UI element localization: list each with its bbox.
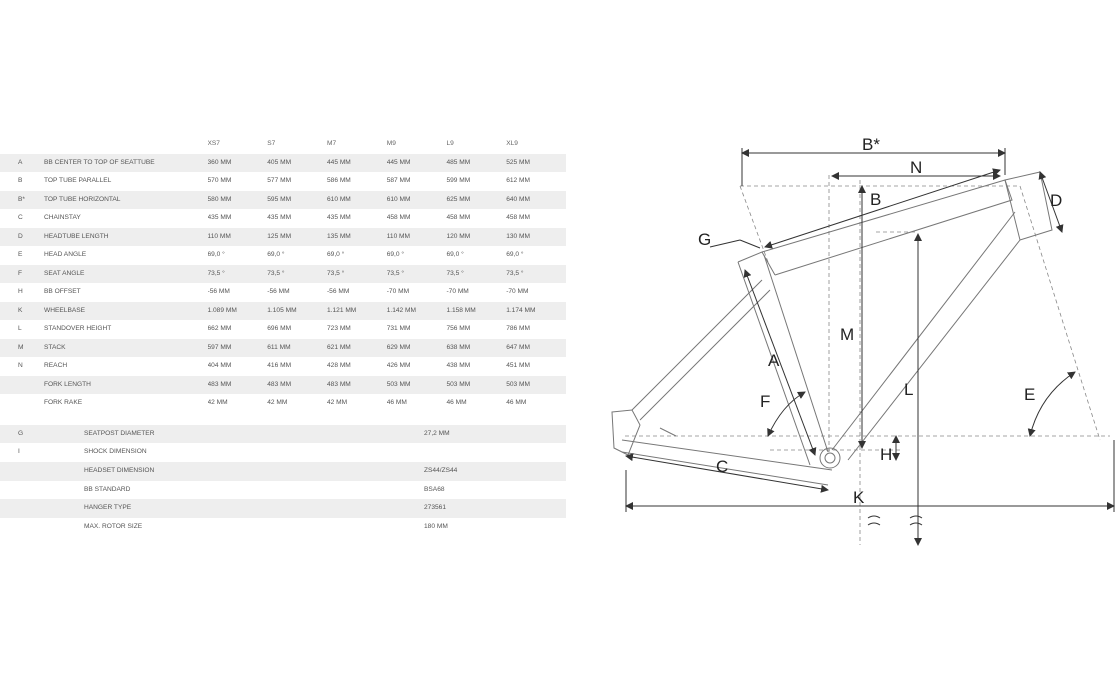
measure-value: 110 MM <box>208 228 268 247</box>
spec-name: SHOCK DIMENSION <box>84 448 147 456</box>
geometry-row <box>0 283 566 302</box>
size-header: XS7 <box>208 135 268 154</box>
geometry-table <box>0 135 566 425</box>
measure-value: 458 MM <box>446 214 471 221</box>
measure-value: -70 MM <box>446 288 469 295</box>
top-tube <box>762 180 1012 275</box>
measure-value: 73,5 ° <box>387 265 447 284</box>
spec-code: I <box>18 448 20 456</box>
measure-name: BB CENTER TO TOP OF SEATTUBE <box>44 154 208 173</box>
measure-value: 577 MM <box>267 177 292 184</box>
measure-value: 586 MM <box>326 177 351 184</box>
measure-value: 612 MM <box>506 177 531 184</box>
spec-code <box>0 462 84 481</box>
spec-row <box>0 443 566 462</box>
measure-value: 42 MM <box>267 399 288 406</box>
measure-value: 621 MM <box>327 339 387 358</box>
header-code <box>0 135 44 154</box>
measure-value: 503 MM <box>506 376 566 395</box>
measure-value: 595 MM <box>267 191 327 210</box>
measure-value: 360 MM <box>208 154 268 173</box>
measure-value: 426 MM <box>386 362 411 369</box>
measure-value: 445 MM <box>327 154 387 173</box>
spec-code: G <box>0 425 84 444</box>
measure-value: 587 MM <box>386 177 411 184</box>
measure-name: STANDOVER HEIGHT <box>44 325 112 332</box>
measure-value: 110 MM <box>387 228 447 247</box>
geometry-row <box>0 154 566 173</box>
measure-value: 120 MM <box>446 228 506 247</box>
spec-row <box>0 481 566 500</box>
measure-value: 42 MM <box>207 399 228 406</box>
head-tube <box>1005 172 1052 240</box>
measure-code: K <box>0 302 44 321</box>
measure-value: 483 MM <box>267 376 327 395</box>
label-l: L <box>904 380 914 399</box>
measure-value: 1.174 MM <box>506 302 566 321</box>
measure-value: 416 MM <box>267 362 292 369</box>
header-name <box>44 135 208 154</box>
dim-a <box>745 270 815 455</box>
measure-value: 485 MM <box>446 154 506 173</box>
measure-code: H <box>18 288 23 295</box>
measure-value: 1.158 MM <box>446 302 506 321</box>
measure-value: 130 MM <box>506 228 566 247</box>
measure-name: SEAT ANGLE <box>44 265 208 284</box>
measure-name: TOP TUBE PARALLEL <box>44 177 112 184</box>
label-e: E <box>1024 385 1036 404</box>
measure-value: 483 MM <box>208 376 268 395</box>
measure-value: 73,5 ° <box>208 265 268 284</box>
measure-value: 73,5 ° <box>327 265 387 284</box>
measure-code: F <box>0 265 44 284</box>
measure-value: 405 MM <box>267 154 327 173</box>
measure-name: FORK RAKE <box>44 399 83 406</box>
measure-value: 435 MM <box>267 214 292 221</box>
measure-code: M <box>0 339 44 358</box>
measure-value: 451 MM <box>506 362 531 369</box>
measure-value: 46 MM <box>446 399 467 406</box>
measure-value: 42 MM <box>326 399 348 406</box>
spec-name: SEATPOST DIAMETER <box>84 425 424 444</box>
geometry-panel <box>0 135 566 550</box>
spec-value: BSA68 <box>424 485 445 493</box>
measure-value: 69,0 ° <box>446 251 464 258</box>
measure-value: 73,5 ° <box>267 265 327 284</box>
spec-code <box>0 481 84 500</box>
geometry-row <box>0 320 566 339</box>
label-n: N <box>910 158 923 177</box>
measure-name: STACK <box>44 339 208 358</box>
geometry-row <box>0 265 566 284</box>
measure-value: 1.105 MM <box>267 302 327 321</box>
size-header: L9 <box>446 135 506 154</box>
measure-value: 625 MM <box>446 191 506 210</box>
measure-code <box>0 376 44 395</box>
seat-stay <box>632 280 770 420</box>
spec-name: MAX. ROTOR SIZE <box>84 523 143 531</box>
dim-b <box>765 170 1000 247</box>
geometry-row <box>0 376 566 395</box>
label-f: F <box>760 392 771 411</box>
measure-value: 404 MM <box>207 362 232 369</box>
geometry-row <box>0 228 566 247</box>
measure-name: TOP TUBE HORIZONTAL <box>44 191 208 210</box>
measure-value: 445 MM <box>387 154 447 173</box>
label-a: A <box>768 351 780 370</box>
bottom-bracket <box>820 448 840 468</box>
size-header: XL9 <box>506 135 566 154</box>
arc-e <box>1030 372 1075 436</box>
measure-code: B* <box>0 191 44 210</box>
measure-value: 503 MM <box>446 376 506 395</box>
measure-name: HEAD ANGLE <box>44 251 87 258</box>
measure-value: 1.121 MM <box>327 302 387 321</box>
bike-frame <box>612 172 1052 485</box>
label-c: C <box>716 457 729 476</box>
spec-row <box>0 518 566 537</box>
spec-code <box>0 518 84 537</box>
measure-value: 69,0 ° <box>267 251 285 258</box>
measure-name: BB OFFSET <box>44 288 81 295</box>
geometry-row <box>0 191 566 210</box>
label-h: H <box>880 445 893 464</box>
measure-value: -70 MM <box>506 288 529 295</box>
table-gap <box>0 413 566 425</box>
measure-value: 483 MM <box>327 376 387 395</box>
measure-value: 69,0 ° <box>326 251 345 258</box>
label-m: M <box>840 325 855 344</box>
measure-value: 696 MM <box>267 325 292 332</box>
spec-name: HEADSET DIMENSION <box>84 462 424 481</box>
leader-g <box>710 240 740 247</box>
measure-value: 597 MM <box>208 339 268 358</box>
measure-value: 435 MM <box>326 214 351 221</box>
measure-value: 647 MM <box>506 339 566 358</box>
measure-code: B <box>18 177 23 184</box>
measure-value: 1.089 MM <box>208 302 268 321</box>
measure-value: 135 MM <box>327 228 387 247</box>
measure-value: 46 MM <box>386 399 407 406</box>
geometry-row <box>0 246 566 265</box>
measure-code: A <box>0 154 44 173</box>
measure-value: 786 MM <box>506 325 531 332</box>
measure-value: 69,0 ° <box>506 251 524 258</box>
measure-value: 756 MM <box>446 325 471 332</box>
measure-value: 46 MM <box>506 399 527 406</box>
measure-value: 525 MM <box>506 154 566 173</box>
size-header: M9 <box>387 135 447 154</box>
measure-value: 580 MM <box>208 191 268 210</box>
spec-row <box>0 425 566 444</box>
label-b-star: B* <box>862 135 880 154</box>
measure-value: 611 MM <box>267 339 327 358</box>
measure-value: -56 MM <box>207 288 230 295</box>
measure-value: 69,0 ° <box>386 251 405 258</box>
measure-code: N <box>18 362 23 369</box>
geometry-row <box>0 172 566 191</box>
measure-value: 503 MM <box>387 376 447 395</box>
measure-code: C <box>18 214 23 221</box>
measure-name: WHEELBASE <box>44 302 208 321</box>
label-g: G <box>698 230 712 249</box>
measure-value: 73,5 ° <box>446 265 506 284</box>
measure-code: D <box>0 228 44 247</box>
measure-value: 435 MM <box>207 214 232 221</box>
label-b: B <box>870 190 882 209</box>
spec-value: 273561 <box>424 499 566 518</box>
measure-value: 610 MM <box>387 191 447 210</box>
spec-row <box>0 462 566 481</box>
measure-name: CHAINSTAY <box>44 214 81 221</box>
dropout <box>612 410 640 455</box>
spec-value <box>424 443 566 462</box>
measure-code: E <box>18 251 23 258</box>
geometry-row <box>0 302 566 321</box>
spec-table <box>0 425 566 537</box>
measure-name: HEADTUBE LENGTH <box>44 228 208 247</box>
geometry-row <box>0 394 566 413</box>
measure-value: -56 MM <box>267 288 290 295</box>
measure-value: 1.142 MM <box>387 302 447 321</box>
spec-value: 27,2 MM <box>424 425 566 444</box>
measure-value: 570 MM <box>207 177 232 184</box>
measure-code: L <box>18 325 22 332</box>
measure-value: 73,5 ° <box>506 265 566 284</box>
label-d: D <box>1050 191 1063 210</box>
spec-value: ZS44/ZS44 <box>424 462 566 481</box>
measure-value: 610 MM <box>327 191 387 210</box>
geometry-row <box>0 339 566 358</box>
measure-value: 69,0 ° <box>207 251 225 258</box>
label-k: K <box>853 488 865 507</box>
measure-value: 428 MM <box>326 362 351 369</box>
measure-value: 438 MM <box>446 362 471 369</box>
measure-name: FORK LENGTH <box>44 376 208 395</box>
frame-geometry-diagram <box>600 120 1119 560</box>
measure-value: 458 MM <box>386 214 411 221</box>
size-header-row <box>0 135 566 154</box>
size-header: M7 <box>327 135 387 154</box>
measure-value: 640 MM <box>506 191 566 210</box>
measure-value: 723 MM <box>326 325 351 332</box>
geometry-row <box>0 357 566 376</box>
measure-value: 731 MM <box>386 325 411 332</box>
measure-value: 662 MM <box>207 325 232 332</box>
measure-value: 638 MM <box>446 339 506 358</box>
size-header: S7 <box>267 135 327 154</box>
measure-value: 458 MM <box>506 214 531 221</box>
spec-name: HANGER TYPE <box>84 499 424 518</box>
measure-value: 599 MM <box>446 177 471 184</box>
measure-value: 125 MM <box>267 228 327 247</box>
spec-row <box>0 499 566 518</box>
measure-value: 629 MM <box>387 339 447 358</box>
measure-name: REACH <box>44 362 68 369</box>
spec-value: 180 MM <box>424 523 448 531</box>
geometry-row <box>0 209 566 228</box>
measure-value: -70 MM <box>386 288 410 295</box>
spec-code <box>0 499 84 518</box>
measure-code <box>0 394 44 413</box>
measure-value: -56 MM <box>326 288 350 295</box>
spec-name: BB STANDARD <box>84 485 131 493</box>
